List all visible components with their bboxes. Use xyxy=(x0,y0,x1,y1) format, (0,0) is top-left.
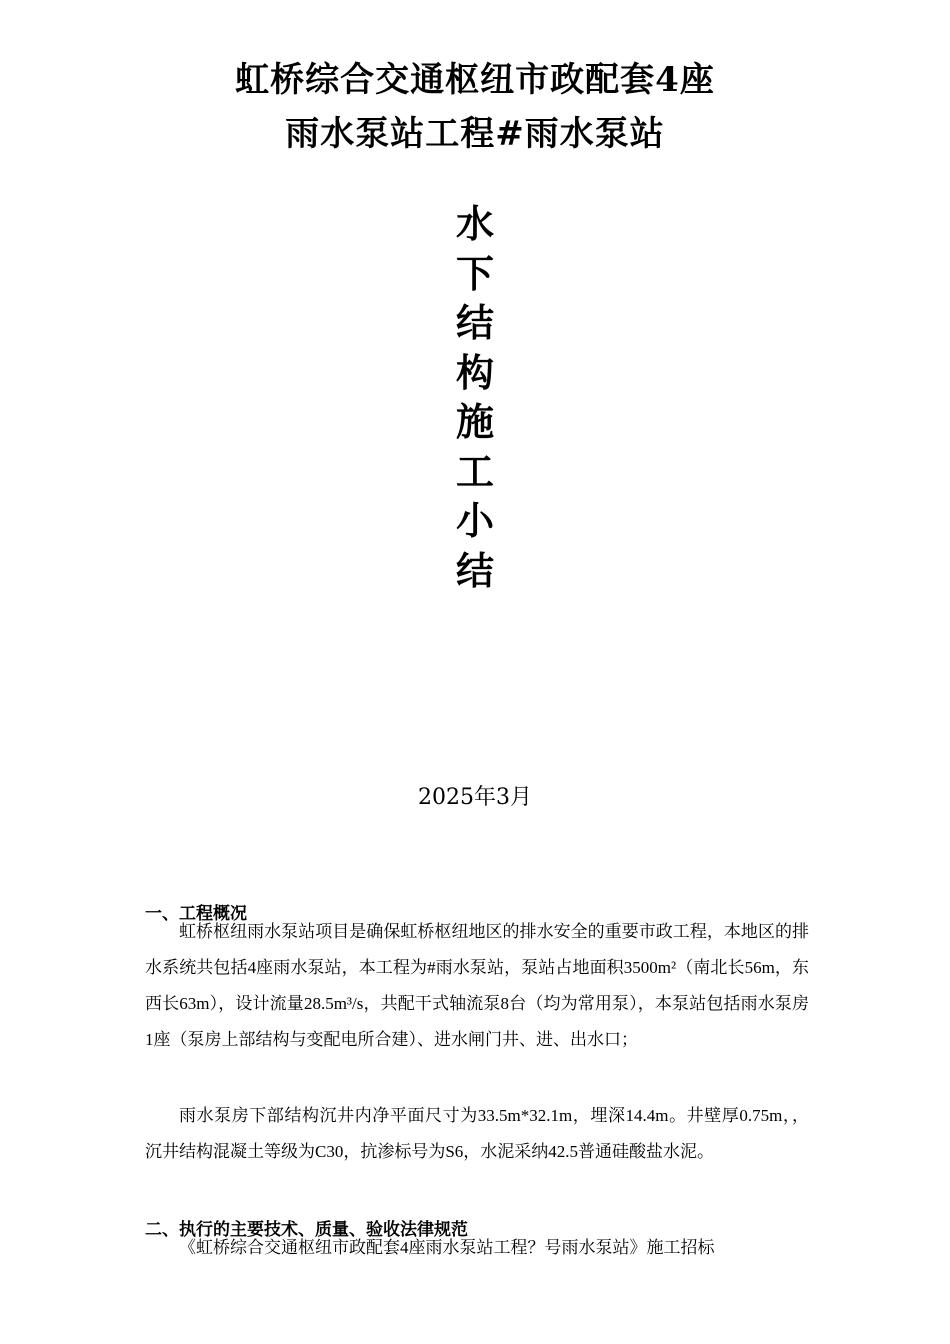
vertical-document-title xyxy=(425,200,525,596)
document-date: 2025年3月 xyxy=(418,785,532,810)
vertical-title-char: 工 xyxy=(455,449,494,494)
title-line-2: 雨水泵站工程#雨水泵站 xyxy=(285,114,665,154)
vertical-title-char: 下 xyxy=(455,251,494,296)
section-heading-overview: 一、工程概况 xyxy=(145,904,247,924)
vertical-title-char: 施 xyxy=(455,400,494,444)
overview-paragraph-1: 虹桥枢纽雨水泵站项目是确保虹桥枢纽地区的排水安全的重要市政工程，本地区的排水系统共包括4座雨水泵站，本工程为#雨水泵站，泵站占地面积3500m²（南北长56m，东西长63m），设计流量28.5m³/s，共配干式轴流泵8台（均为常用泵），本泵站包括雨水泵房1座（泵房上部结构与变配电所合建）、进水闸门井、进、出水口； xyxy=(145,922,809,1049)
vertical-title-char: 小 xyxy=(455,499,494,543)
standards-paragraph-1: 《虹桥综合交通枢纽市政配套4座雨水泵站工程？号雨水泵站》施工招标 xyxy=(179,1238,715,1257)
section-heading-standards: 二、执行的主要技术、质量、验收法律规范 xyxy=(145,1220,468,1240)
vertical-title-char: 水 xyxy=(455,202,494,246)
overview-paragraph-2: 雨水泵房下部结构沉井内净平面尺寸为33.5m*32.1m，埋深14.4m。井壁厚0.75m，，沉井结构混凝土等级为C30，抗渗标号为S6，水泥采纳42.5普通硅酸盐水泥。 xyxy=(145,1106,809,1161)
vertical-title-char: 构 xyxy=(455,350,494,395)
vertical-title-char: 结 xyxy=(455,301,494,345)
title-line-1: 虹桥综合交通枢纽市政配套4座 xyxy=(235,60,715,100)
vertical-title-char: 结 xyxy=(455,548,494,593)
